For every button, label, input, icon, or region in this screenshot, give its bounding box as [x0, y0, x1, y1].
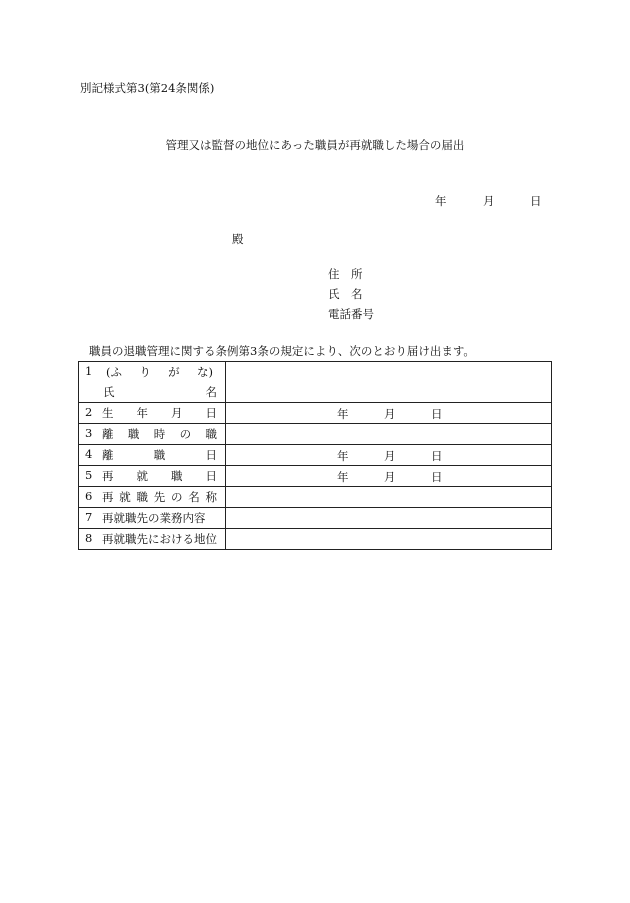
row-label-business-content	[79, 508, 226, 529]
label-char: の	[171, 490, 183, 504]
label-char: 職	[127, 427, 140, 441]
row-label-retirement-date	[79, 445, 226, 466]
label-char: り	[139, 365, 151, 379]
label-char: 先	[153, 490, 166, 504]
label-char: 再	[102, 469, 114, 483]
row-label-new-position	[79, 529, 226, 550]
row-label-employer-name	[79, 487, 226, 508]
table-row	[79, 487, 552, 508]
label-char: 職	[171, 469, 183, 483]
label-char: 称	[205, 490, 217, 504]
label-char: 離	[102, 448, 114, 462]
row-label-reemployment-date	[79, 466, 226, 487]
row-number: 6	[85, 489, 93, 503]
table-row	[79, 424, 552, 445]
label-char: 月	[171, 406, 183, 420]
label-char: 日	[205, 448, 217, 462]
date-unit-month: 月	[384, 470, 396, 484]
position-value-cell[interactable]	[226, 424, 552, 445]
retirement-date-value-cell[interactable]	[226, 445, 552, 466]
date-unit-month: 月	[384, 449, 396, 463]
label-char: の	[179, 427, 192, 441]
birthdate-value-cell[interactable]	[226, 403, 552, 424]
row-label-text: 再就職先における地位	[102, 532, 217, 546]
table-row	[79, 529, 552, 550]
date-unit-day: 日	[431, 470, 443, 484]
name-value-cell[interactable]	[226, 362, 552, 403]
label-char: 日	[205, 406, 217, 420]
date-year-label: 年	[435, 194, 447, 208]
date-unit-year: 年	[337, 407, 349, 421]
employer-name-value-cell[interactable]	[226, 487, 552, 508]
date-unit-day: 日	[431, 407, 443, 421]
date-unit-year: 年	[337, 449, 349, 463]
row-label-name	[79, 362, 226, 403]
date-unit-month: 月	[384, 407, 396, 421]
new-position-value-cell[interactable]	[226, 529, 552, 550]
row-number: 2	[85, 405, 93, 419]
row-label-text: 再就職先の業務内容	[102, 511, 206, 525]
form-reference: 別記様式第3(第24条関係)	[80, 81, 215, 95]
label-char: 職	[136, 490, 148, 504]
intro-statement: 職員の退職管理に関する条例第3条の規定により、次のとおり届け出ます。	[89, 344, 475, 358]
document-title: 管理又は監督の地位にあった職員が再就職した場合の届出	[165, 138, 465, 152]
table-row	[79, 466, 552, 487]
row-number: 1	[85, 364, 93, 378]
business-content-value-cell[interactable]	[226, 508, 552, 529]
label-char: が	[168, 365, 180, 379]
row-number: 8	[85, 531, 93, 545]
date-unit-day: 日	[431, 449, 443, 463]
label-char: 氏	[103, 385, 115, 399]
date-month-label: 月	[483, 194, 495, 208]
reemployment-date-value-cell[interactable]	[226, 466, 552, 487]
label-char: 職	[153, 448, 166, 462]
table-row	[79, 362, 552, 403]
applicant-address-label: 住 所	[328, 267, 363, 281]
row-number: 5	[85, 468, 93, 482]
row-label-birthdate	[79, 403, 226, 424]
date-day-label: 日	[530, 194, 542, 208]
row-number: 3	[85, 426, 93, 440]
notification-form-table	[78, 361, 552, 550]
label-char: な)	[196, 365, 213, 379]
row-number: 7	[85, 510, 93, 524]
applicant-phone-label: 電話番号	[328, 307, 374, 321]
table-row	[79, 508, 552, 529]
label-char: 就	[136, 469, 148, 483]
date-unit-year: 年	[337, 470, 349, 484]
label-char: 名	[188, 490, 200, 504]
label-char: 離	[102, 427, 114, 441]
label-char: 職	[205, 427, 217, 441]
label-char: 年	[136, 406, 148, 420]
label-char: 日	[205, 469, 217, 483]
label-char: 就	[119, 490, 131, 504]
label-char: 再	[102, 490, 114, 504]
addressee-honorific: 殿	[232, 232, 244, 246]
row-label-position-at-retirement	[79, 424, 226, 445]
label-char: 生	[102, 406, 114, 420]
label-char: 名	[205, 385, 217, 399]
applicant-name-label: 氏 名	[328, 287, 363, 301]
label-char: 時	[153, 427, 166, 441]
label-char: (ふ	[106, 365, 122, 379]
table-row	[79, 445, 552, 466]
table-row	[79, 403, 552, 424]
row-number: 4	[85, 447, 93, 461]
